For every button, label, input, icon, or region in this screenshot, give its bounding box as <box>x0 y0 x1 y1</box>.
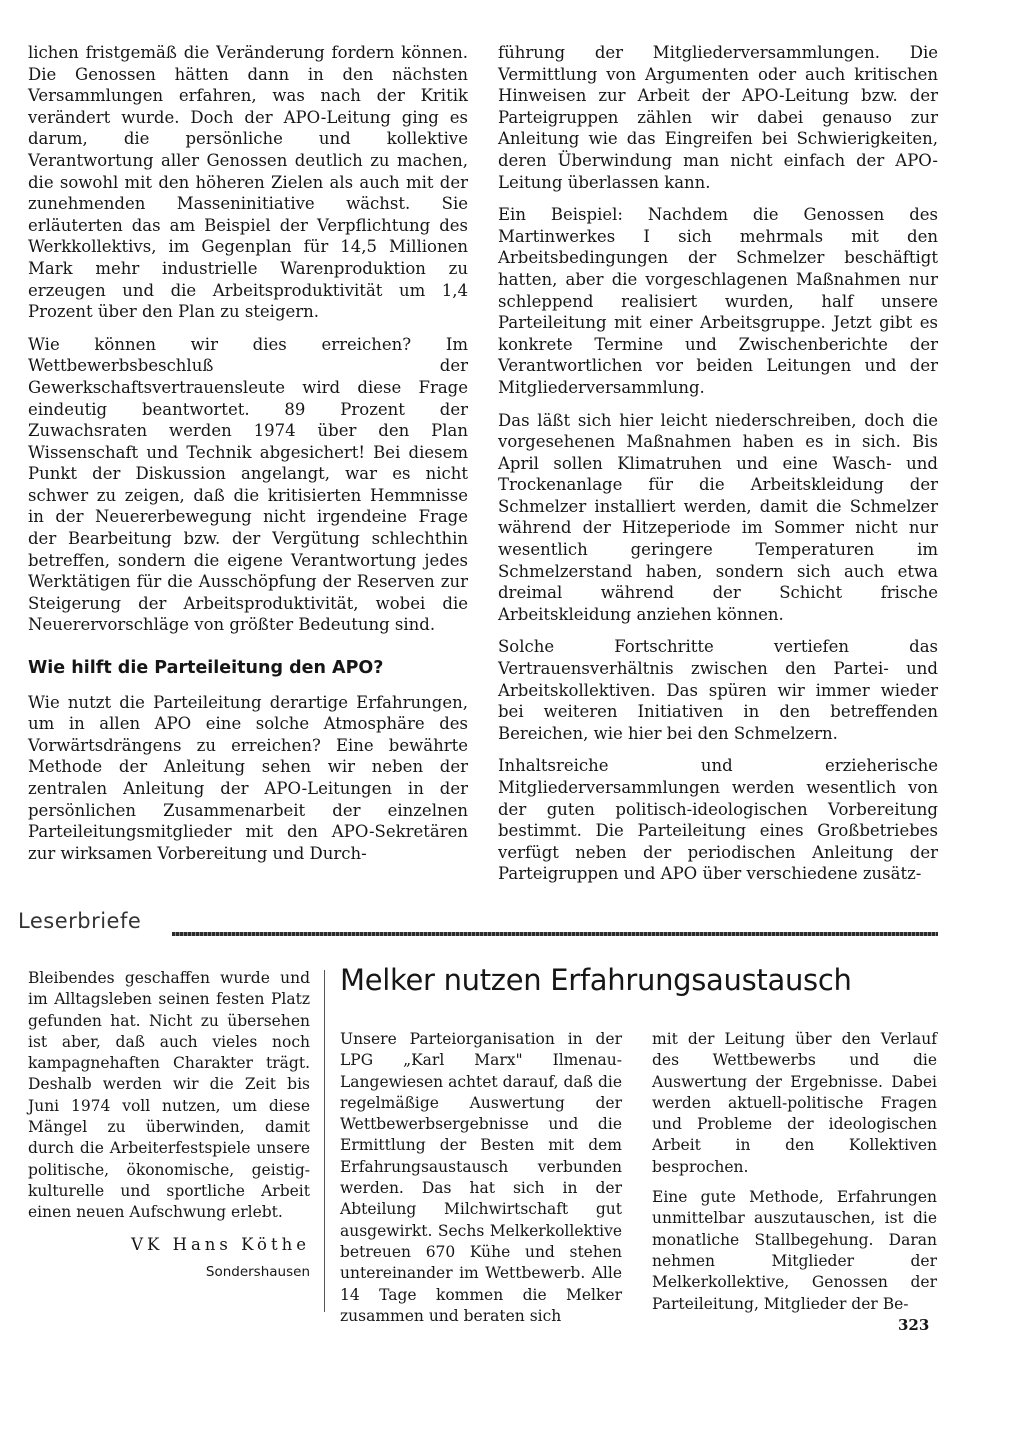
paragraph: Eine gute Methode, Erfahrungen unmittelbar auszutauschen, ist die monatliche Stallbegehung. Daran nehmen Mitglieder der Melkerkollektive, Genossen der Parteileitung, Mitglieder der Be- <box>652 1188 937 1313</box>
paragraph: Wie nutzt die Parteileitung derartige Erfahrungen, um in allen APO eine solche Atmosphäre des Vorwärtsdrängens zu erreichen? Eine bewährte Methode der Anleitung sehen wir neben der zentralen Anleitung der APO-Leitungen in der persönlichen Zusammenarbeit der einzelnen Parteileitungsmitglieder mit den APO-Sekretären zur wirksamen Vorbereitung und Durch- <box>28 692 468 863</box>
paragraph: Das läßt sich hier leicht niederschreiben, doch die vorgesehenen Maßnahmen haben es in sich. Bis April sollen Klimatruhen und eine Wasch- und Trockenanlage für die Arbeitskleidung der Schmelzer installiert werden, damit die Schmelzer während der Hitzeperiode im Sommer nicht nur wesentlich geringere Temperaturen im Schmelzerstand haben, sondern sich auch etwa dreimal während der Schicht frische Arbeitskleidung anziehen können. <box>498 410 938 624</box>
paragraph: Wie können wir dies erreichen? Im Wettbewerbsbeschluß der Gewerkschaftsvertrauensleute wird diese Frage eindeutig beantwortet. 89 Prozent der Zuwachsraten werden 1974 über den Plan Wissenschaft und Technik abgesichert! Bei diesem Punkt der Diskussion angelangt, war es nicht schwer zu zeigen, daß die kritisierten Hemmnisse in der Neuererbewegung nicht irgendeine Frage der Bearbeitung bzw. der Vergütung schlechthin betreffen, sondern die eigene Verantwortung jedes Werktätigen für die Ausschöpfung der Reserven zur Steigerung der Arbeitsproduktivität, wobei die Neuerervorschläge von größter Bedeutung sind. <box>28 334 468 635</box>
section-label: Leserbriefe <box>18 909 142 933</box>
paragraph: führung der Mitgliederversammlungen. Die Vermittlung von Argumenten oder auch kritischen Hinweisen zur Arbeit der APO-Leitung bzw. der Parteigruppen zählen wir dabei genauso zur Anleitung wie das Eingreifen bei Schwierigkeiten, deren Überwindung man nicht einfach der APO-Leitung überlassen kann. <box>498 43 938 192</box>
page-number: 323 <box>898 1316 930 1334</box>
letter-column <box>28 968 310 1283</box>
main-column-right <box>498 42 938 896</box>
article-column-1 <box>340 1029 622 1336</box>
paragraph: Inhaltsreiche und erzieherische Mitgliederversammlungen werden wesentlich von der guten politisch-ideologischen Vorbereitung bestimmt. Die Parteileitung eines Großbetriebes verfügt neben der periodischen Anleitung der Parteigruppen und APO über verschiedene zusätz- <box>498 756 938 884</box>
letter-text: Bleibendes geschaffen wurde und im Alltagsleben seinen festen Platz gefunden hat. Nicht zu übersehen ist aber, daß auch vieles noch kampagnehaften Charakter trägt. Deshalb werden wir die Zeit bis Juni 1974 voll nutzen, um diese Mängel zu überwinden, damit durch die Arbeiterfestspiele unsere politische, ökonomische, geistig-kulturelle und sportliche Arbeit einen neuen Aufschwung erlebt. <box>28 969 310 1222</box>
section-divider <box>0 909 1024 945</box>
main-column-left <box>28 42 468 875</box>
paragraph: Unsere Parteiorganisation in der LPG „Karl Marx" Ilmenau-Langewiesen achtet darauf, daß die regelmäßige Auswertung der Wettbewerbsergebnisse und die Ermittlung der Besten mit dem Erfahrungsaustausch verbunden werden. Das hat sich in der Abteilung Milchwirtschaft gut ausgewirkt. Sechs Melkerkollektive betreuen 670 Kühe und stehen untereinander im Wettbewerb. Alle 14 Tage kommen die Melker zusammen und beraten sich <box>340 1030 622 1325</box>
article-title: Melker nutzen Erfahrungsaustausch <box>340 963 852 997</box>
paragraph: lichen fristgemäß die Veränderung fordern können. Die Genossen hätten dann in den nächsten Versammlungen erfahren, was nach der Kritik verändert wurde. Doch der APO-Leitung ging es darum, die persönliche und kollektive Verantwortung aller Genossen deutlich zu machen, die sowohl mit den höheren Zielen als auch mit der zunehmenden Masseninitiative wächst. Sie erläuterten das am Beispiel der Verpflichtung des Werkkollektivs, im Gegenplan für 14,5 Millionen Mark mehr industrielle Warenproduktion zu erzeugen und die Arbeitsproduktivität um 1,4 Prozent über den Plan zu steigern. <box>28 43 468 322</box>
section-heading: Wie hilft die Parteileitung den APO? <box>28 658 384 679</box>
column-rule <box>324 970 325 1312</box>
paragraph: Ein Beispiel: Nachdem die Genossen des Martinwerkes I sich mehrmals mit den Arbeitsbedingungen der Schmelzer beschäftigt hatten, aber die vorgeschlagenen Maßnahmen nur schleppend realisiert wurden, half unsere Parteileitung mit einer Arbeitsgruppe. Jetzt gibt es konkrete Termine und Zwischenberichte der Verantwortlichen vor beiden Leitungen und der Mitgliederversammlung. <box>498 205 938 397</box>
letter-signature: VK Hans Köthe <box>131 1234 310 1254</box>
paragraph: mit der Leitung über den Verlauf des Wettbewerbs und die Auswertung der Ergebnisse. Dabei werden aktuell-politische Fragen und Probleme der ideologischen Arbeit in den Kollektiven besprochen. <box>652 1030 937 1176</box>
article-column-2 <box>652 1029 937 1324</box>
letter-place: Sondershausen <box>205 1263 310 1280</box>
paragraph: Solche Fortschritte vertiefen das Vertrauensverhältnis zwischen den Partei- und Arbeitskollektiven. Das spüren wir immer wieder bei weiteren Initiativen in den betreffenden Bereichen, wie hier bei den Schmelzern. <box>498 637 938 743</box>
divider-rule <box>172 932 938 936</box>
